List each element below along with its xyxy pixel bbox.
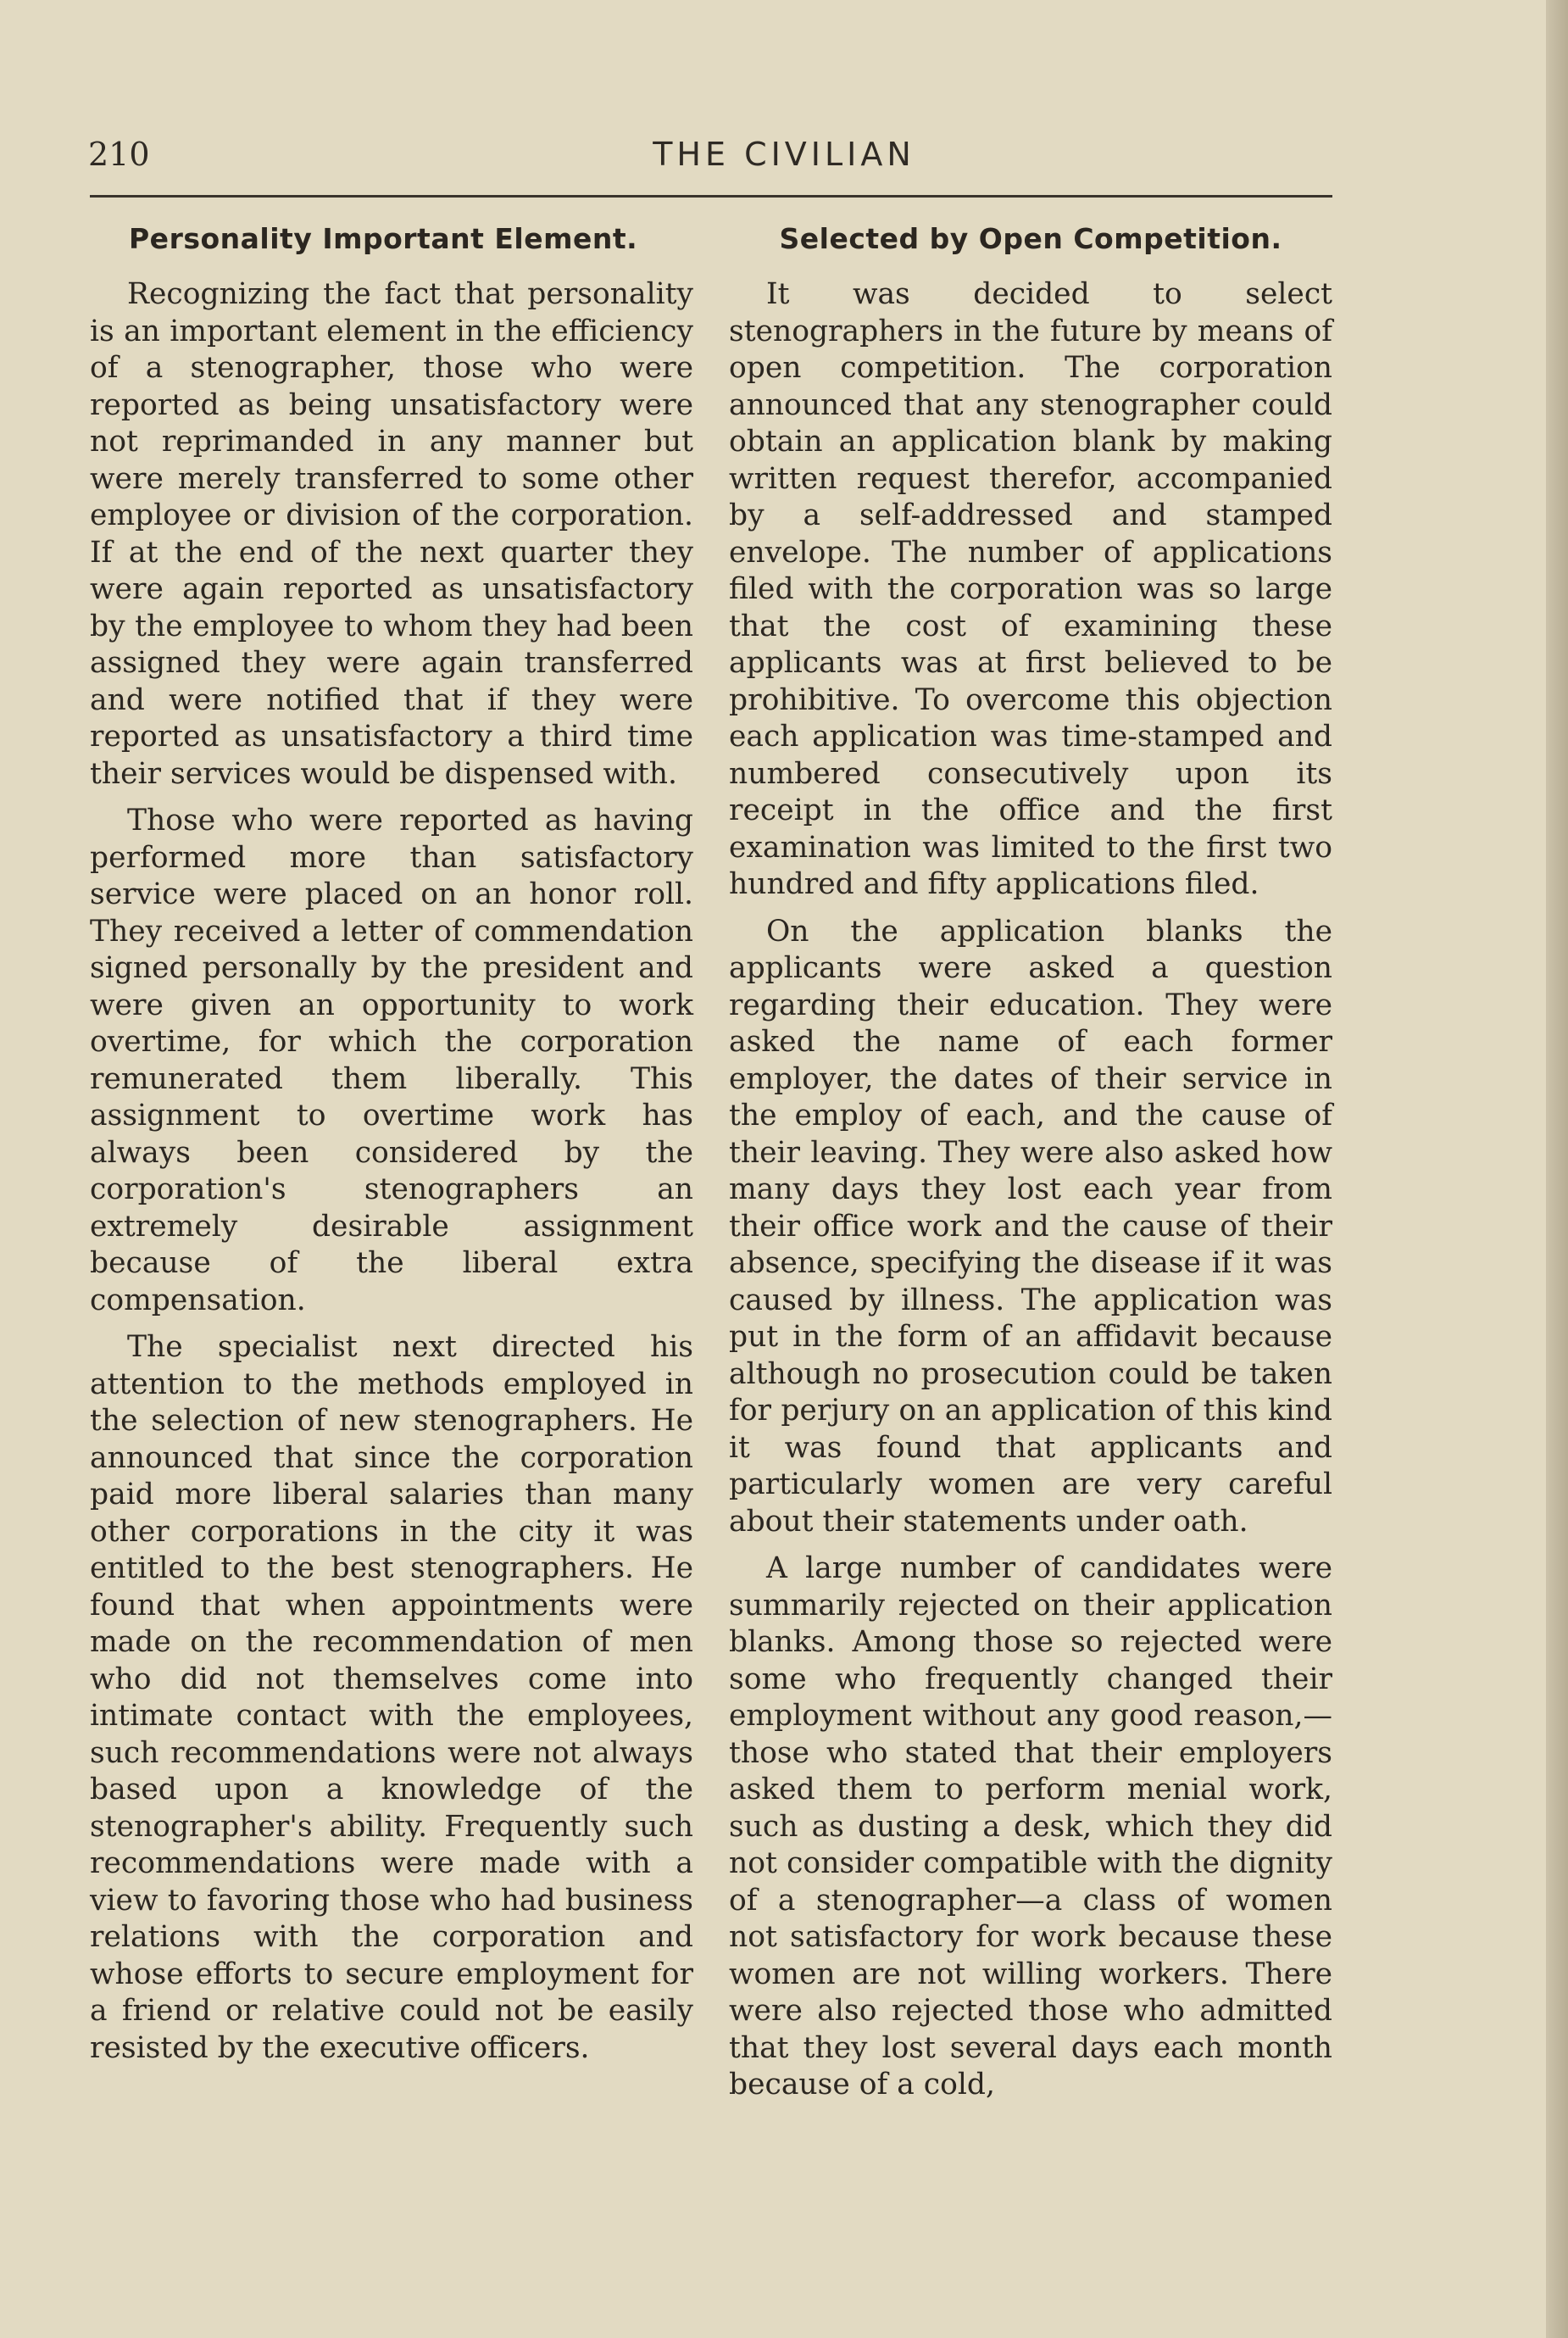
right-column [729, 219, 1332, 2114]
paragraph: Recognizing the fact that personality is an important element in the efficiency of a stenographer, those who were reported as being unsatisfactory were not reprimanded in any manner but were merely transferred to some other employee or division of the corporation. If at the end of the next quarter they were again reported as unsatisfactory by the employee to whom they had been assigned they were again transferred and were notified that if they were reported as unsatisfactory a third time their services would be dispensed with. [90, 277, 693, 791]
header-rule [90, 195, 1332, 198]
left-column [90, 219, 693, 2077]
running-title: THE CIVILIAN [653, 136, 915, 173]
paragraph: On the application blanks the applicants were asked a question regarding their education. They were asked the name of each former employer, the dates of their service in the employ of each, and the cause of their leaving. They were also asked how many days they lost each year from their office work and the cause of their absence, specifying the disease if it was caused by illness. The application was put in the form of an affidavit because although no prosecution could be taken for perjury on an application of this kind it was found that applicants and particularly women are very careful about their statements under oath. [729, 914, 1332, 1539]
paragraph: A large number of candidates were summarily rejected on their application blanks. Among those so rejected were some who frequently changed their employment without any good reason,—those who stated that their employers asked them to perform menial work, such as dusting a desk, which they did not consider compatible with the dignity of a stenographer—a class of women not satisfactory for work because these women are not willing workers. There were also rejected those who admitted that they lost several days each month because of a cold, [729, 1551, 1332, 2101]
paragraph: It was decided to select stenographers in the future by means of open competition. The corporation announced that any stenographer could obtain an application blank by making written request therefor, accompanied by a self-addressed and stamped envelope. The number of applications filed with the corporation was so large that the cost of examining these applicants was at first believed to be prohibitive. To overcome this objection each application was time-stamped and numbered consecutively upon its receipt in the office and the first examination was limited to the first two hundred and fifty applications filed. [729, 277, 1332, 901]
page-edge-shadow [1546, 0, 1568, 2338]
section-heading: Personality Important Element. [129, 222, 638, 255]
page-number: 210 [88, 136, 150, 173]
paragraph: The specialist next directed his attention to the methods employed in the selection of new stenographers. He announced that since the corporation paid more liberal salaries than many other corporations in the city it was entitled to the best stenographers. He found that when appointments were made on the recommendation of men who did not themselves come into intimate contact with the employees, such recommendations were not always based upon a knowledge of the stenographer's ability. Frequently such recommendations were made with a view to favoring those who had business relations with the corporation and whose efforts to secure employment for a friend or relative could not be easily resisted by the executive officers. [90, 1330, 693, 2065]
section-heading: Selected by Open Competition. [779, 222, 1282, 255]
paragraph: Those who were reported as having performed more than satisfactory service were placed on an honor roll. They received a letter of commendation signed personally by the president and were given an opportunity to work overtime, for which the corporation remunerated them liberally. This assignment to overtime work has always been considered by the corporation's stenographers an extremely desirable assignment because of the liberal extra compensation. [90, 804, 693, 1317]
